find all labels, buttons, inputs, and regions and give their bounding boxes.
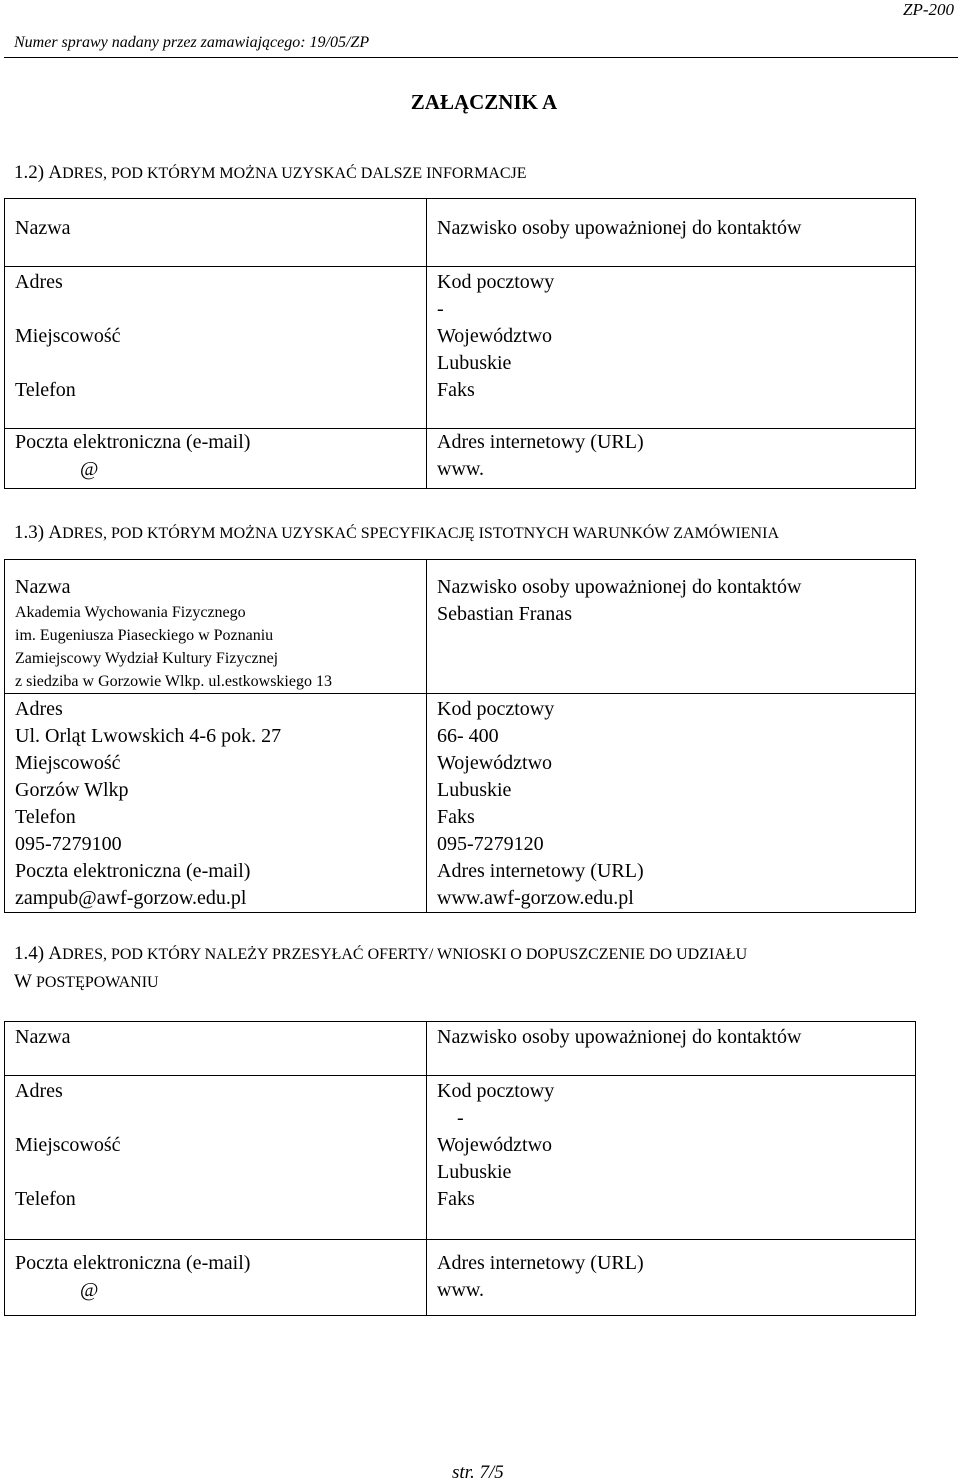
annex-title: ZAŁĄCZNIK A (410, 90, 558, 114)
contact-cell (427, 1022, 916, 1076)
address-cell (5, 1076, 427, 1240)
section-1-4-heading: 1.4) ADRES, POD KTÓRY NALEŻY PRZESYŁAĆ OFERTY/ WNIOSKI O DOPUSZCZENIE DO UDZIAŁU (14, 943, 748, 964)
city-label: Miejscowość (15, 325, 121, 347)
email-label: Poczta elektroniczna (e-mail) (15, 431, 251, 453)
postal-label: Kod pocztowy (437, 271, 555, 293)
name-label: Nazwa (15, 217, 71, 239)
postal-label: Kod pocztowy (437, 1080, 555, 1102)
contact-value: Sebastian Franas (437, 603, 572, 625)
city-label: Miejscowość (15, 1134, 121, 1156)
email-value: @ (80, 1279, 99, 1301)
case-number: Numer sprawy nadany przez zamawiającego: 19/05/ZP (14, 34, 370, 51)
voivodeship-value: Lubuskie (437, 352, 512, 374)
url-cell (427, 429, 916, 489)
url-label: Adres internetowy (URL) (437, 431, 644, 453)
address-label: Adres (15, 271, 63, 293)
fax-label: Faks (437, 806, 475, 828)
page-number: str. 7/5 (452, 1462, 504, 1483)
name-line: Akademia Wychowania Fizycznego (15, 604, 246, 621)
phone-value: 095-7279100 (15, 833, 122, 855)
url-value: www.awf-gorzow.edu.pl (437, 887, 634, 909)
postal-cell (427, 1076, 916, 1240)
address-value: Ul. Orląt Lwowskich 4-6 pok. 27 (15, 725, 282, 747)
city-value: Gorzów Wlkp (15, 779, 129, 801)
address-label: Adres (15, 1080, 63, 1102)
header-divider (4, 57, 958, 58)
address-cell (5, 694, 427, 913)
postal-value: 66- 400 (437, 725, 499, 747)
phone-label: Telefon (15, 1188, 76, 1210)
name-line: Zamiejscowy Wydział Kultury Fizycznej (15, 650, 279, 667)
contact-cell (427, 560, 916, 694)
email-cell (5, 1240, 427, 1316)
url-value: www. (437, 458, 485, 480)
form-code: ZP-200 (903, 0, 954, 19)
contact-label: Nazwisko osoby upoważnionej do kontaktów (437, 1026, 802, 1048)
url-value: www. (437, 1279, 485, 1301)
section-1-4-heading-line2: W POSTĘPOWANIU (14, 971, 159, 992)
voivodeship-value: Lubuskie (437, 1161, 512, 1183)
address-label: Adres (15, 698, 63, 720)
name-cell (5, 1022, 427, 1076)
fax-label: Faks (437, 1188, 475, 1210)
voivodeship-label: Województwo (437, 752, 553, 774)
voivodeship-label: Województwo (437, 1134, 553, 1156)
voivodeship-value: Lubuskie (437, 779, 512, 801)
fax-label: Faks (437, 379, 475, 401)
postal-value: - (437, 298, 444, 320)
section-1-2-heading: 1.2) ADRES, POD KTÓRYM MOŻNA UZYSKAĆ DALSZE INFORMACJE (14, 162, 527, 183)
section-1-4-table (4, 1021, 916, 1316)
city-label: Miejscowość (15, 752, 121, 774)
email-label: Poczta elektroniczna (e-mail) (15, 860, 251, 882)
name-label: Nazwa (15, 1026, 71, 1048)
contact-cell (427, 199, 916, 267)
url-label: Adres internetowy (URL) (437, 1252, 644, 1274)
voivodeship-label: Województwo (437, 325, 553, 347)
fax-value: 095-7279120 (437, 833, 544, 855)
url-label: Adres internetowy (URL) (437, 860, 644, 882)
phone-label: Telefon (15, 379, 76, 401)
name-label: Nazwa (15, 576, 71, 598)
contact-label: Nazwisko osoby upoważnionej do kontaktów (437, 217, 802, 239)
contact-label: Nazwisko osoby upoważnionej do kontaktów (437, 576, 802, 598)
name-cell (5, 199, 427, 267)
postal-value: - (457, 1107, 464, 1129)
name-line: im. Eugeniusza Piaseckiego w Poznaniu (15, 627, 274, 644)
name-line: z siedziba w Gorzowie Wlkp. ul.estkowskiego 13 (15, 673, 332, 690)
email-value: @ (80, 458, 99, 480)
email-value: zampub@awf-gorzow.edu.pl (15, 887, 247, 909)
url-cell (427, 1240, 916, 1316)
section-1-3-table (4, 559, 916, 913)
address-cell (5, 267, 427, 429)
email-cell (5, 429, 427, 489)
email-label: Poczta elektroniczna (e-mail) (15, 1252, 251, 1274)
name-cell (5, 560, 427, 694)
phone-label: Telefon (15, 806, 76, 828)
postal-cell (427, 267, 916, 429)
postal-label: Kod pocztowy (437, 698, 555, 720)
section-1-3-heading: 1.3) ADRES, POD KTÓRYM MOŻNA UZYSKAĆ SPECYFIKACJĘ ISTOTNYCH WARUNKÓW ZAMÓWIENIA (14, 522, 779, 543)
postal-cell (427, 694, 916, 913)
section-1-2-table (4, 198, 916, 489)
